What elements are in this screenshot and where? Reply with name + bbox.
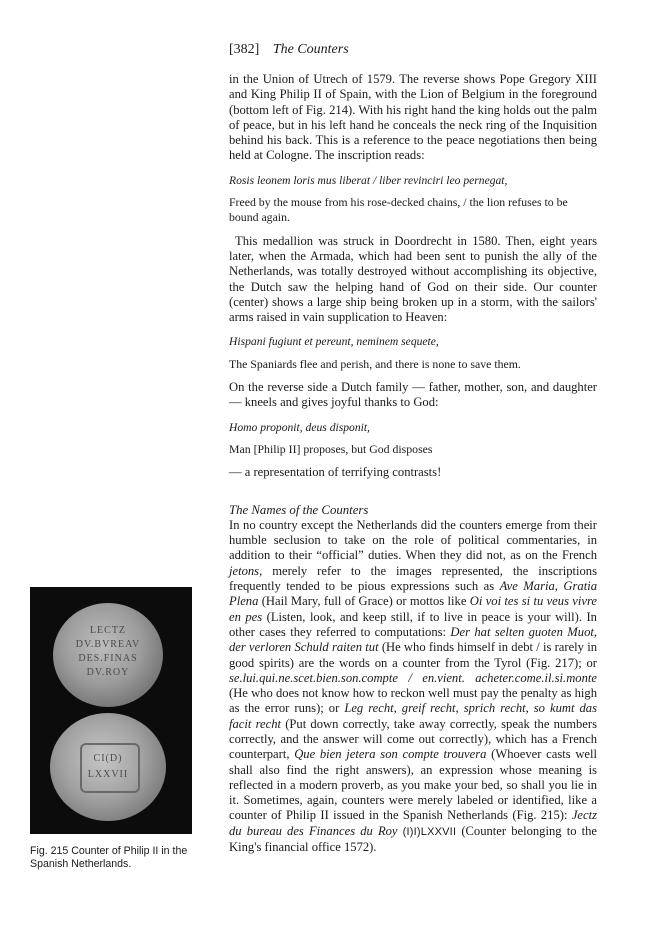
translation: The Spaniards flee and perish, and there is none to save them. (229, 356, 521, 371)
coin-inscription: DES.FINAS (78, 653, 138, 664)
italic-run: Ave Maria, Gratia Plena (229, 579, 597, 609)
italic-run: Jectz du bureau des Finances du Roy (229, 808, 597, 838)
text-run: (Hail Mary, full of Grace) or mottos like (258, 594, 470, 609)
paragraph: in the Union of Utrech of 1579. The reverse shows Pope Gregory XIII and King Philip II of Spain, with the Lion of Belgium in the foreground (bottom left of Fig. 214). With his right hand the king holds out the palm of peace, but in his left hand he conceals the neck ring of the Inquisition behind his back. This is a reference to the peace negotiations then being held at Cologne. The inscription reads: (229, 72, 597, 163)
text-run: (Counter belonging to the King's financial office 1572). (229, 823, 597, 855)
coat-of-arms-shield (80, 743, 140, 793)
latin-inscription: Homo proponit, deus disponit, (229, 420, 370, 434)
italic-run: jetons, (229, 563, 263, 578)
text-run: In no country except the Netherlands did the counters emerge from their humble seclusion to take on the role of political commentaries, in addition to their “official” duties. When they did not, as on the French (229, 517, 597, 563)
section-paragraph (229, 518, 597, 856)
text-run: (He who finds himself in debt / is rarely in good spirits) are the words on a counter from the Tyrol (Fig. 217); or (229, 640, 597, 670)
running-title: The Counters (272, 42, 349, 57)
coin-reverse (50, 713, 166, 821)
paragraph: — a representation of terrifying contrasts! (229, 465, 442, 480)
figure-caption: Fig. 215 Counter of Philip II in the Spanish Netherlands. (30, 845, 188, 870)
italic-run: Leg recht, greif recht, sprich recht, so kumt das facit recht (229, 701, 597, 731)
text-run: (Put down correctly, take away correctly, speak the numbers correctly, and the answer will come out correctly), which has a French counterpart, (229, 716, 597, 762)
coin-inscription: DV.ROY (86, 667, 130, 678)
text-run: (Whoever casts well shall also find the right answers), an expression whose meaning is reflected in a modern proverb, as you make your bed, so shall you lie in it. Sometimes, again, counters were merely labeled or identified, like a counter of Philip II issued in the Spanish Netherlands (Fig. 215): (229, 747, 598, 823)
coin-inscription: CI(D) (93, 753, 123, 764)
paragraph: This medallion was struck in Doordrecht in 1580. Then, eight years later, when the Armada, which had been sent to punish the ally of the Netherlands, was totally destroyed without accomplishing its objective, the Dutch saw the helping hand of God on their side. Our counter (center) shows a large ship being broken up in a storm, with the sailors' arms raised in vain supplication to Heaven: (229, 233, 597, 325)
text-run: merely refer to the images represented, the inscriptions frequently tended to be pious expressions such as (229, 563, 597, 594)
italic-run: Oi voi tes si tu veus vivre en pes (229, 594, 597, 624)
page-number: [382] (229, 42, 260, 57)
italic-run: se.lui.qui.ne.scet.bien.son.compte / en.vient. acheter.come.il.si.monte (229, 670, 597, 685)
coin-obverse (53, 603, 163, 707)
coin-inscription: DV.BVREAV (75, 639, 141, 650)
page-header (229, 42, 349, 58)
paragraph: On the reverse side a Dutch family — father, mother, son, and daughter — kneels and gives joyful thanks to God: (229, 380, 597, 410)
caps-run: (I)I)LXXVII (402, 825, 457, 838)
main-text-column (229, 72, 597, 855)
translation: Man [Philip II] proposes, but God disposes (229, 441, 433, 456)
italic-run: Que bien jetera son compte trouvera (294, 747, 487, 762)
coin-inscription: LXXVII (87, 769, 129, 780)
translation: Freed by the mouse from his rose-decked chains, / the lion refuses to be bound again. (229, 195, 568, 225)
text-run: (He who does not know how to reckon well must pay the penalty as high as the error runs); or (229, 686, 597, 716)
latin-inscription: Hispani fugiunt et pereunt, neminem sequete, (229, 335, 439, 349)
italic-run: Der hat selten guoten Muot, der verloren Schuld raiten tut (229, 624, 598, 655)
section-heading: The Names of the Counters (229, 502, 369, 517)
latin-inscription: Rosis leonem loris mus liberat / liber revinciri leo pernegat, (229, 173, 508, 187)
coin-inscription: LECTZ (89, 625, 127, 636)
text-run: (Listen, look, and keep still, if to live in peace is your will). In other cases they referred to computations: (229, 609, 597, 639)
coin-photograph (30, 587, 192, 834)
